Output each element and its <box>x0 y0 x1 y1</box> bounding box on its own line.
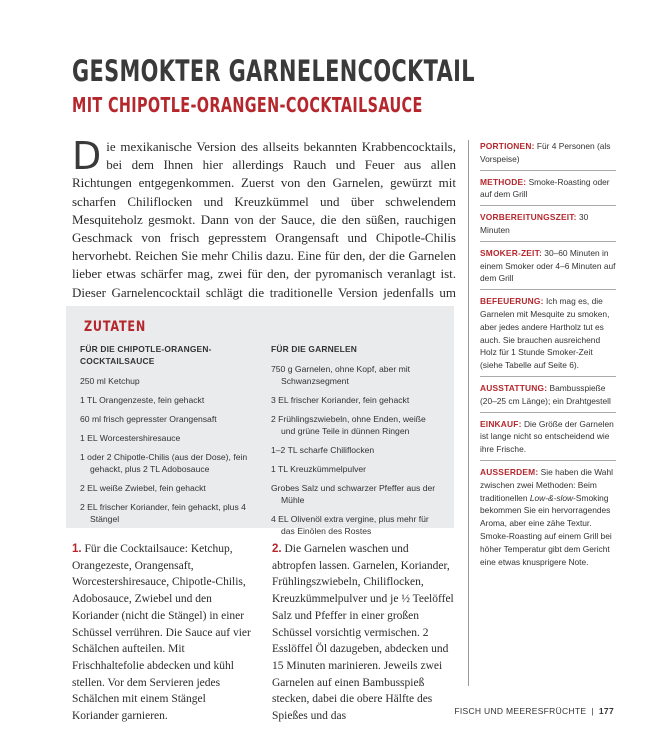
ingredient-item: 3 EL frischer Koriander, fein gehackt <box>271 395 410 405</box>
section-name: FISCH UND MEERESFRÜCHTE <box>454 706 587 716</box>
info-value: 30 Minuten <box>480 212 589 235</box>
info-label: SMOKER-ZEIT: <box>480 247 542 258</box>
footer-separator: | <box>591 706 594 716</box>
step-2 <box>272 541 454 725</box>
recipe-subtitle: MIT CHIPOTLE-ORANGEN-COCKTAILSAUCE <box>72 93 423 117</box>
shrimp-ingredients <box>271 343 440 544</box>
recipe-info-sidebar <box>480 140 616 577</box>
info-label: VORBEREITUNGSZEIT: <box>480 212 577 223</box>
info-value: Ich mag es, die Garnelen mit Mesquite zu smoken, aber jedes andere Hartholz tut es auch. Sie brauchen ausreichend Holz für 1 Stunde Smoker-Zeit (siehe Tabelle auf Seite 6). <box>480 296 610 371</box>
shrimp-heading: FÜR DIE GARNELEN <box>271 344 358 354</box>
info-value: Für 4 Personen (als Vorspeise) <box>480 141 611 164</box>
info-label: METHODE: <box>480 176 527 187</box>
info-fuel <box>480 295 616 377</box>
drop-cap: D <box>72 134 102 178</box>
step-number: 1. <box>72 543 82 555</box>
sauce-heading: FÜR DIE CHIPOTLE-ORANGEN-COCKTAILSAUCE <box>80 344 212 366</box>
ingredient-item: 4 EL Olivenöl extra vergine, plus mehr für das Einölen des Rostes <box>271 514 429 536</box>
recipe-title: GESMOKTER GARNELENCOCKTAIL <box>72 54 475 88</box>
info-label: EINKAUF: <box>480 418 522 429</box>
step-text: Für die Cocktailsauce: Ketchup, Orangezeste, Orangensaft, Worcestershiresauce, Chipotle-Chilis, Adobosauce, Zwiebel und den Koriander (nicht die Stängel) in einer Schüssel verrühren. Die Sauce auf vier Schälchen aufteilen. Mit Frischhaltefolie abdecken und kühl stellen. Vor dem Servieren jedes Schälchen mit einem Stängel Koriander garnieren. <box>72 543 251 723</box>
info-shopping <box>480 418 616 461</box>
step-number: 2. <box>272 543 282 555</box>
step-text: Die Garnelen waschen und abtropfen lassen. Garnelen, Koriander, Frühlingszwiebeln, Chiliflocken, Kreuzkümmelpulver und je ½ Teelöffel Salz und Pfeffer in einer großen Schüssel vorsichtig vermischen. 2 Esslöffel Öl dazugeben, abdecken und 15 Minuten marinieren. Jeweils zwei Garnelen auf einen Bambusspieß stecken, dabei die obere Hälfte des Spießes und das <box>272 543 454 723</box>
ingredient-item: 60 ml frisch gepresster Orangensaft <box>80 414 217 424</box>
ingredient-item: 1 TL Kreuzkümmelpulver <box>271 464 367 474</box>
info-value: Sie haben die Wahl zwischen zwei Methoden: Beim traditionellen <box>480 466 613 503</box>
intro-text: ie mexikanische Version des allseits bekannten Krabbencocktails, bei dem Ihnen hier allerdings Rauch und Feuer aus allen Richtungen entgegenkommen. Zuerst von den Garnelen, gewürzt mit scharfen Chiliflocken und Kreuzkümmel und über schwelendem Mesquiteholz gesmokt. Dann von der Sauce, die den süßen, rauchigen Geschmack von frisch gepresstem Orangensaft und Chipotle-Chilis hervorhebt. Reichen Sie mehr Chilis dazu. Eine für den, der die Garnelen lieber etwas schärfer mag, zwei für den, der pyromanisch veranlagt ist. Dieser Garnelencocktail schlägt die traditionelle Version jedenfalls um <box>72 139 456 300</box>
info-emphasis: Low-&-slow <box>529 492 574 503</box>
info-method <box>480 176 616 207</box>
info-prep-time <box>480 211 616 242</box>
ingredient-item: 750 g Garnelen, ohne Kopf, aber mit Schwanzsegment <box>271 364 411 386</box>
page-footer <box>454 706 614 716</box>
ingredient-item: 2 EL weiße Zwiebel, fein gehackt <box>80 483 206 493</box>
ingredient-item: 250 ml Ketchup <box>80 376 140 386</box>
info-also <box>480 466 616 572</box>
intro-paragraph <box>72 134 456 320</box>
info-value: -Smoking bekommen Sie ein hervorragendes Aroma, aber eine zähe Textur. Smoke-Roasting auf einem Grill bei höher Temperatur gibt dem Gericht eine etwas knusprigere Note. <box>480 492 612 567</box>
info-value: Die Größe der Garnelen ist lange nicht so entscheidend wie ihre Frische. <box>480 418 614 455</box>
ingredient-item: 1–2 TL scharfe Chiliflocken <box>271 445 375 455</box>
ingredient-item: 2 Frühlingszwiebeln, ohne Enden, weiße und grüne Teile in dünnen Ringen <box>271 414 426 436</box>
ingredient-item: 1 oder 2 Chipotle-Chilis (aus der Dose), fein gehackt, plus 2 TL Adobosauce <box>80 452 248 474</box>
ingredient-item: 1 EL Worcestershiresauce <box>80 433 181 443</box>
info-equipment <box>480 382 616 413</box>
info-label: BEFEUERUNG: <box>480 296 544 307</box>
page-number: 177 <box>598 706 614 716</box>
ingredients-heading: ZUTATEN <box>84 319 147 335</box>
info-value: Smoke-Roasting oder auf dem Grill <box>480 176 610 200</box>
info-label: AUSSTATTUNG: <box>480 382 548 393</box>
ingredient-item: 2 EL frischer Koriander, fein gehackt, plus 4 Stängel <box>80 502 246 524</box>
info-value: 30–60 Minuten in einem Smoker oder 4–6 Minuten auf dem Grill <box>480 247 616 284</box>
info-smoker-time <box>480 247 616 290</box>
info-value: Bambusspieße (20–25 cm Länge); ein Drahtgestell <box>480 382 611 406</box>
info-portions <box>480 140 616 171</box>
sauce-ingredients <box>80 343 249 544</box>
step-1 <box>72 541 254 725</box>
info-label: AUSSERDEM: <box>480 466 539 477</box>
ingredient-item: Grobes Salz und schwarzer Pfeffer aus der Mühle <box>271 483 436 505</box>
sidebar-divider <box>468 140 469 686</box>
info-label: PORTIONEN: <box>480 141 535 151</box>
ingredient-item: 1 TL Orangenzeste, fein gehackt <box>80 395 205 405</box>
ingredients-box <box>66 306 454 536</box>
